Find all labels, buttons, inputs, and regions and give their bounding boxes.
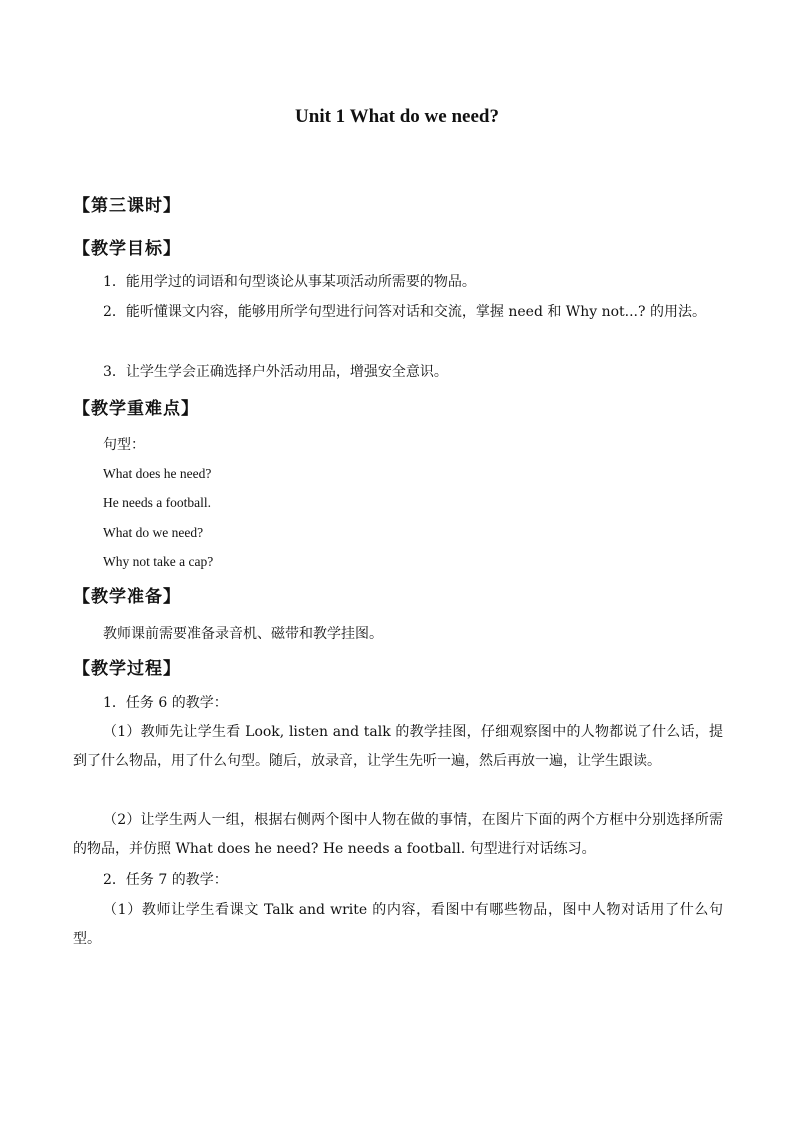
document-title: Unit 1 What do we need? (295, 106, 499, 127)
key-points-heading: 【教学重难点】 (73, 399, 199, 419)
process-item: 2．任务 7 的教学： (103, 872, 228, 888)
pattern-sentence: What do we need? (103, 525, 204, 540)
preparation-text: 教师课前需要准备录音机、磁带和教学挂图。 (103, 626, 383, 642)
pattern-sentence: Why not take a cap? (103, 554, 214, 569)
process-item: （2）让学生两人一组，根据右侧两个图中人物在做的事情，在图片下面的两个方框中分别选择所需的物品，并仿照 What does he need? He needs a football. 句型进行对话练习。 (73, 812, 723, 857)
pattern-sentence: What does he need? (103, 466, 212, 481)
patterns-label: 句型： (103, 437, 145, 453)
objective-item: 2．能听懂课文内容，能够用所学句型进行问答对话和交流，掌握 need 和 Why not...? 的用法。 (103, 304, 706, 320)
lesson-heading: 【第三课时】 (73, 196, 181, 216)
objective-item: 1．能用学过的词语和句型谈论从事某项活动所需要的物品。 (103, 274, 476, 290)
preparation-heading: 【教学准备】 (73, 587, 181, 607)
process-heading: 【教学过程】 (73, 659, 181, 679)
process-item: （1）教师让学生看课文 Talk and write 的内容，看图中有哪些物品，图中人物对话用了什么句型。 (73, 902, 723, 947)
pattern-sentence: He needs a football. (103, 495, 211, 510)
process-item: （1）教师先让学生看 Look, listen and talk 的教学挂图，仔细观察图中的人物都说了什么话，提到了什么物品，用了什么句型。随后，放录音，让学生先听一遍，然后再放一遍，让学生跟读。 (73, 724, 723, 769)
process-item: 1．任务 6 的教学： (103, 695, 228, 711)
objectives-heading: 【教学目标】 (73, 239, 181, 259)
objective-item: 3．让学生学会正确选择户外活动用品，增强安全意识。 (103, 364, 448, 380)
